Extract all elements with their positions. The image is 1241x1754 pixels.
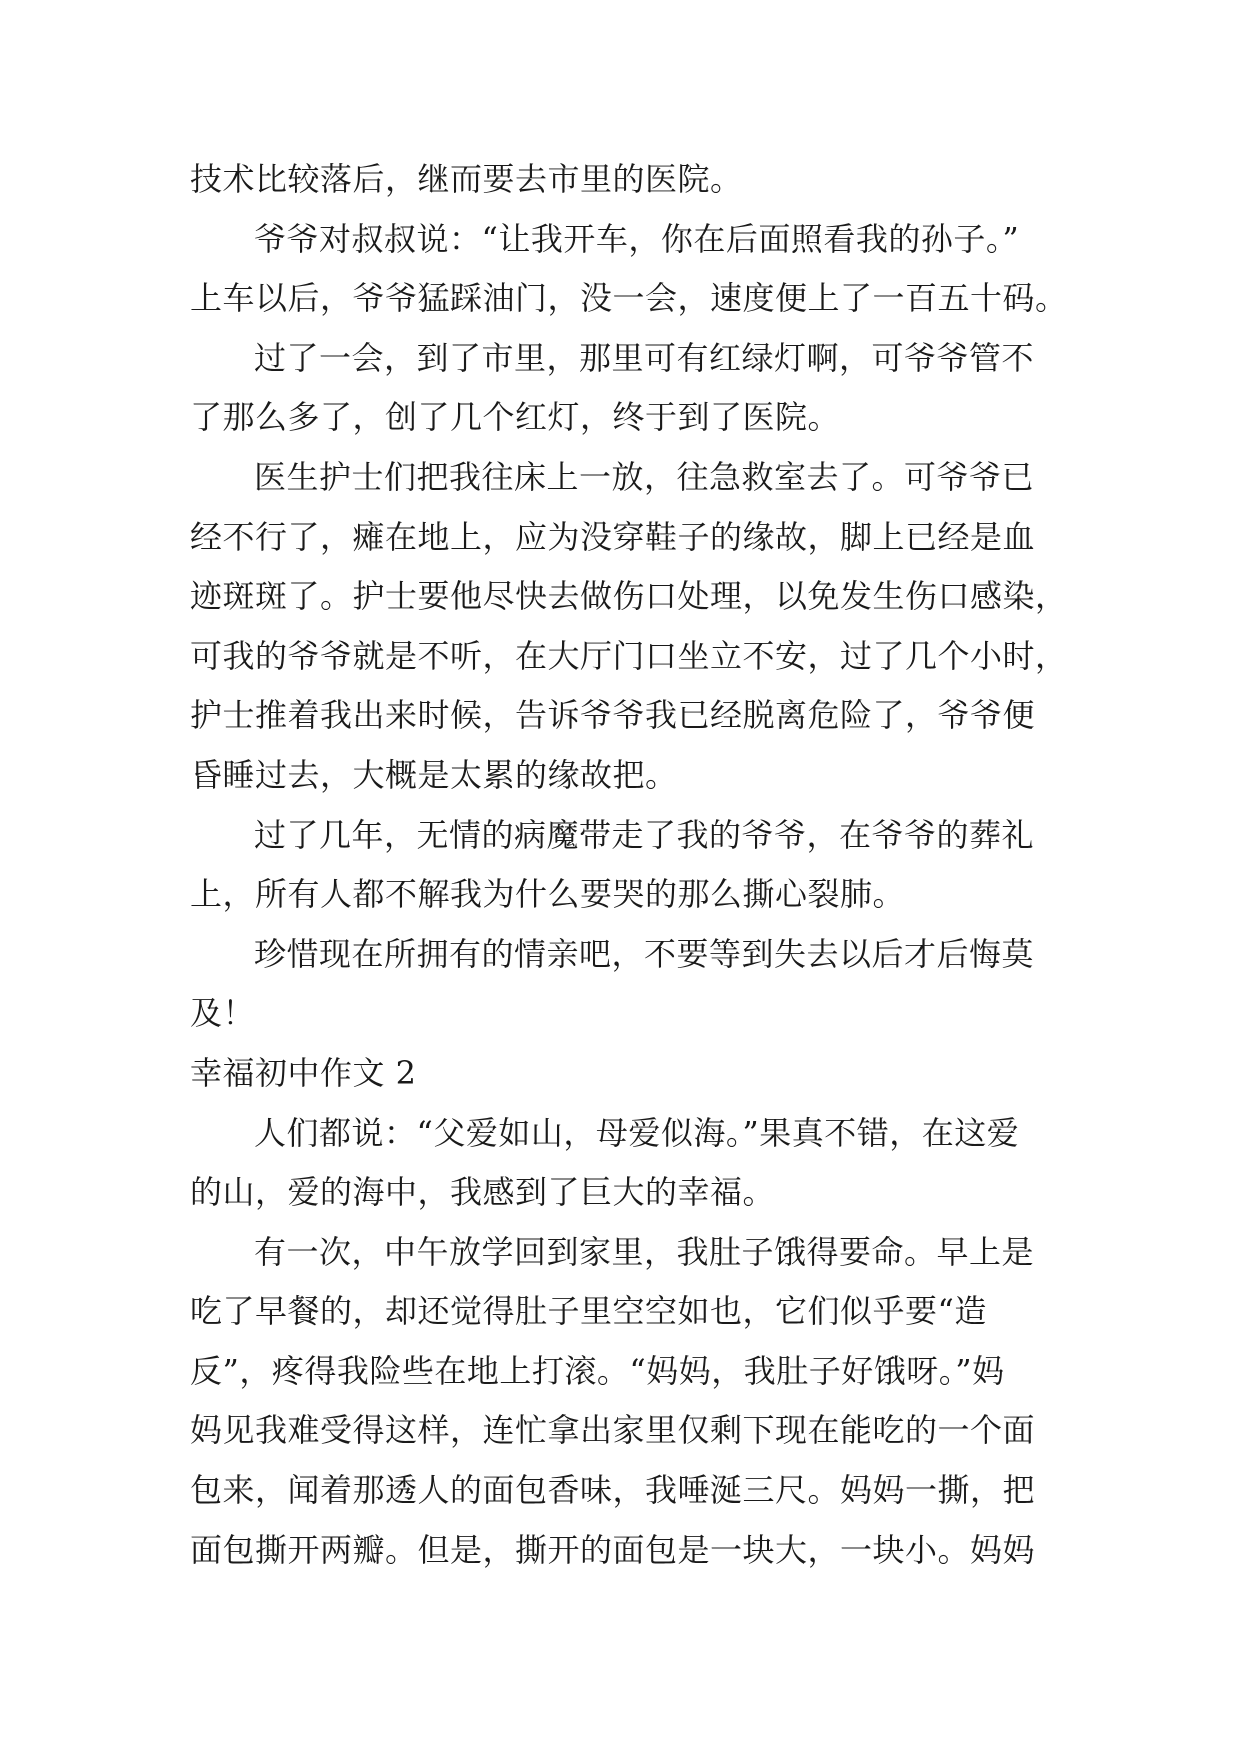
text-line: 爷爷对叔叔说：“让我开车，你在后面照看我的孙子。”	[254, 219, 1020, 258]
text-line: 经不行了，瘫在地上，应为没穿鞋子的缘故，脚上已经是血	[190, 517, 1036, 556]
text-line: 过了一会，到了市里，那里可有红绿灯啊，可爷爷管不	[254, 338, 1035, 377]
text-line: 有一次，中午放学回到家里，我肚子饿得要命。早上是	[254, 1232, 1035, 1271]
text-line: 上，所有人都不解我为什么要哭的那么撕心裂肺。	[190, 875, 906, 914]
document-page	[190, 150, 1068, 1580]
text-line: 珍惜现在所拥有的情亲吧，不要等到失去以后才后悔莫	[254, 934, 1035, 973]
text-line: 上车以后，爷爷猛踩油门，没一会，速度便上了一百五十码。	[190, 279, 1068, 318]
text-line: 面包撕开两瓣。但是，撕开的面包是一块大，一块小。妈妈	[190, 1530, 1036, 1569]
text-line: 迹斑斑了。护士要他尽快去做伤口处理，以免发生伤口感染，	[190, 577, 1068, 616]
text-line: 吃了早餐的，却还觉得肚子里空空如也，它们似乎要“造	[190, 1292, 987, 1331]
text-line: 技术比较落后，继而要去市里的医院。	[190, 160, 743, 198]
text-line: 过了几年，无情的病魔带走了我的爷爷，在爷爷的葬礼	[254, 815, 1035, 854]
text-line: 的山，爱的海中，我感到了巨大的幸福。	[190, 1173, 776, 1212]
text-line: 妈见我难受得这样，连忙拿出家里仅剩下现在能吃的一个面	[190, 1411, 1036, 1450]
text-line: 及！	[190, 994, 256, 1033]
text-line: 可我的爷爷就是不听，在大厅门口坐立不安，过了几个小时，	[190, 636, 1068, 675]
text-line: 包来，闻着那透人的面包香味，我唾涎三尺。妈妈一撕，把	[190, 1471, 1036, 1510]
text-line: 医生护士们把我往床上一放，往急救室去了。可爷爷已	[254, 457, 1035, 496]
text-line: 反”，疼得我险些在地上打滚。“妈妈，我肚子好饿呀。”妈	[190, 1351, 1005, 1390]
text-line: 昏睡过去，大概是太累的缘故把。	[190, 755, 678, 794]
text-line: 人们都说：“父爱如山，母爱似海。”果真不错，在这爱	[254, 1113, 1020, 1152]
text-line: 护士推着我出来时候，告诉爷爷我已经脱离危险了，爷爷便	[190, 696, 1036, 735]
section-heading: 幸福初中作文 2	[190, 1053, 417, 1092]
text-line: 了那么多了，创了几个红灯，终于到了医院。	[190, 398, 841, 437]
